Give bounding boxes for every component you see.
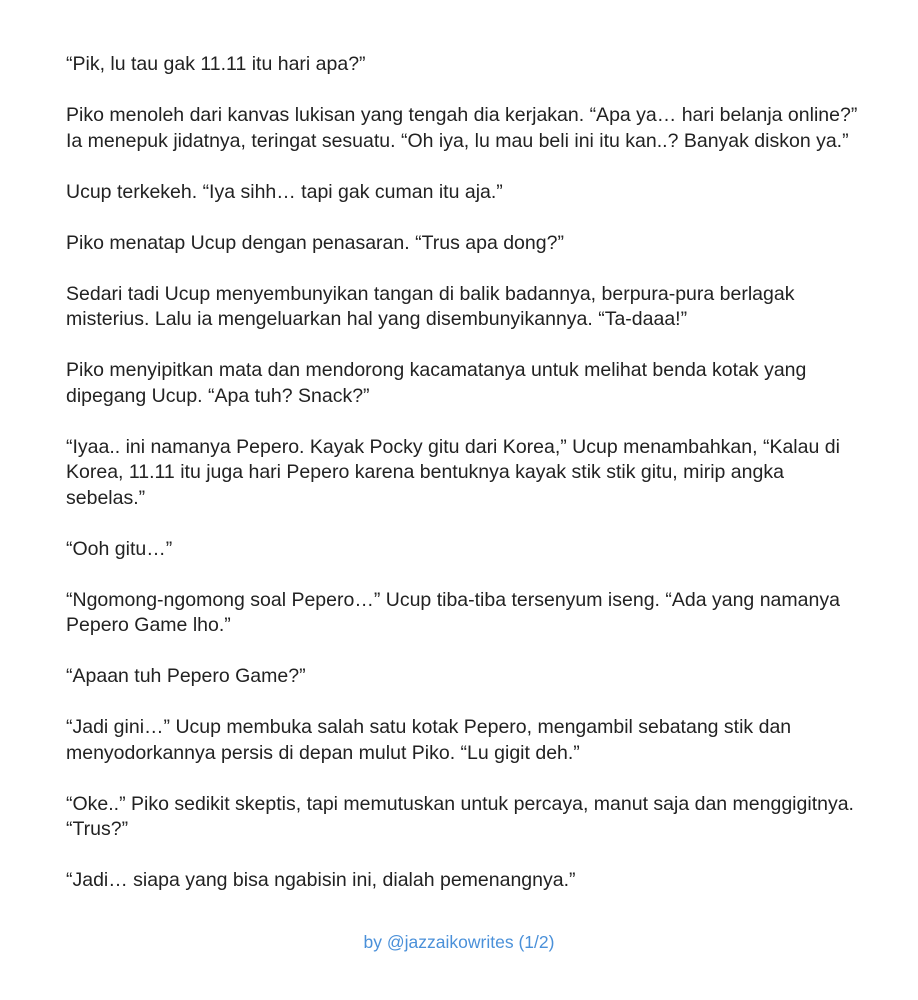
story-paragraph: Piko menoleh dari kanvas lukisan yang tengah dia kerjakan. “Apa ya… hari belanja online?” Ia menepuk jidatnya, teringat sesuatu. “Oh iya, lu mau beli ini itu kan..? Banyak diskon ya.”: [66, 104, 858, 152]
story-paragraph: “Apaan tuh Pepero Game?”: [66, 665, 306, 687]
story-paragraph: “Iyaa.. ini namanya Pepero. Kayak Pocky gitu dari Korea,” Ucup menambahkan, “Kalau di Korea, 11.11 itu juga hari Pepero karena bentuknya kayak stik stik gitu, mirip angka sebelas.”: [66, 435, 840, 509]
story-paragraph: “Ngomong-ngomong soal Pepero…” Ucup tiba-tiba tersenyum iseng. “Ada yang namanya Pepero Game lho.”: [66, 588, 840, 636]
story-paragraph: “Pik, lu tau gak 11.11 itu hari apa?”: [66, 53, 366, 75]
story-paragraph: Piko menyipitkan mata dan mendorong kacamatanya untuk melihat benda kotak yang dipegang Ucup. “Apa tuh? Snack?”: [66, 359, 807, 407]
story-paragraph: Piko menatap Ucup dengan penasaran. “Trus apa dong?”: [66, 231, 564, 254]
author-credit: by @jazzaikowrites (1/2): [363, 932, 555, 952]
story-paragraph: Ucup terkekeh. “Iya sihh… tapi gak cuman itu aja.”: [66, 180, 503, 203]
story-text: [66, 52, 866, 919]
story-paragraph: “Jadi gini…” Ucup membuka salah satu kotak Pepero, mengambil sebatang stik dan menyodorkannya persis di depan mulut Piko. “Lu gigit deh.”: [66, 716, 792, 764]
story-paragraph: Sedari tadi Ucup menyembunyikan tangan di balik badannya, berpura-pura berlagak misterius. Lalu ia mengeluarkan hal yang disembunyikannya. “Ta-daaa!”: [66, 282, 795, 330]
story-paragraph: “Ooh gitu…”: [66, 537, 173, 560]
story-paragraph: “Oke..” Piko sedikit skeptis, tapi memutuskan untuk percaya, manut saja dan menggigitnya. “Trus?”: [66, 792, 854, 840]
story-paragraph: “Jadi… siapa yang bisa ngabisin ini, dialah pemenangnya.”: [66, 869, 576, 891]
